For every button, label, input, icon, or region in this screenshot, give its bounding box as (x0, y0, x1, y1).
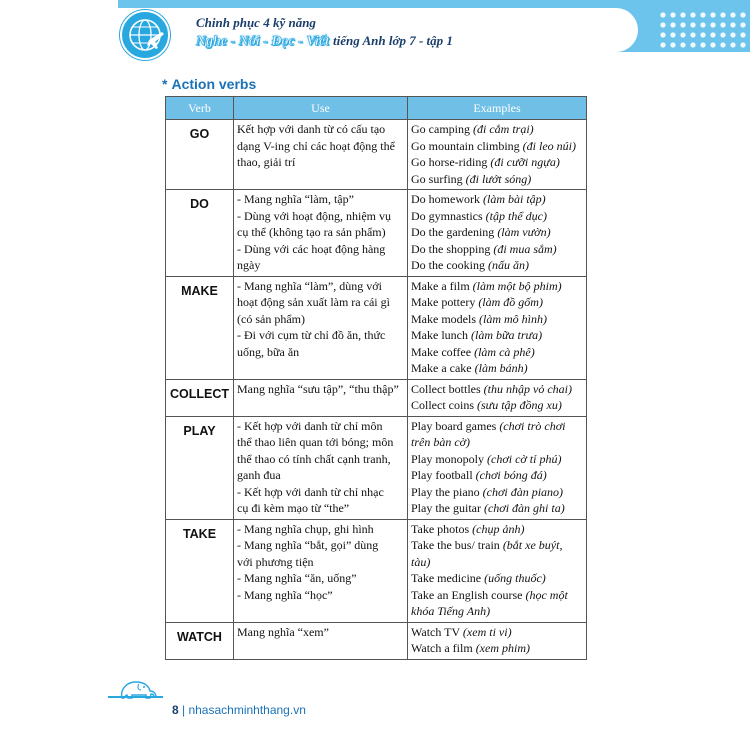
use-line: Kết hợp với danh từ có cấu tạo (237, 122, 386, 136)
example-text: Make a cake (411, 361, 475, 375)
use-line: - Mang nghĩa “làm”, dùng với (237, 278, 382, 293)
example-line (411, 624, 584, 641)
use-line: - Mang nghĩa “ăn, uống” (237, 571, 357, 585)
use-line: Mang nghĩa “xem” (237, 624, 329, 639)
table-header-row (166, 97, 587, 120)
example-translation: (làm cà phê) (474, 344, 535, 359)
example-line (411, 484, 584, 501)
example-translation: (đi lướt sóng) (465, 171, 532, 186)
header-series-title: Chinh phục 4 kỹ năng (196, 15, 316, 30)
example-translation: (bắt xe buýt, (502, 538, 563, 552)
example-translation: (làm bữa trưa) (470, 328, 543, 342)
example-line (411, 278, 584, 295)
example-text: Make a film (411, 278, 473, 293)
example-line (411, 121, 584, 138)
example-text: Do gymnastics (411, 208, 486, 223)
example-text: Go surfing (411, 171, 466, 186)
example-line (411, 434, 584, 451)
example-translation: (sưu tập đồng xu) (477, 398, 562, 412)
example-text: Do homework (411, 192, 483, 206)
table-row (166, 622, 587, 659)
use-line: dạng V-ing chỉ các hoạt động thể (237, 138, 395, 153)
use-line: - Kết hợp với danh từ chỉ môn (237, 418, 383, 433)
example-translation: (nấu ăn) (488, 258, 529, 272)
header-dot-pattern (658, 10, 748, 50)
examples-cell (408, 519, 587, 622)
example-line (411, 521, 584, 538)
action-verbs-table (165, 96, 587, 660)
verb-cell: DO (166, 190, 234, 277)
section-title-text: Action verbs (171, 76, 257, 92)
column-header-use: Use (234, 97, 408, 120)
example-text: Make coffee (411, 344, 475, 359)
use-line: - Mang nghĩa “làm, tập” (237, 192, 354, 206)
example-line (411, 241, 584, 258)
example-text: Play monopoly (411, 451, 488, 466)
example-line (411, 344, 584, 361)
example-text: Do the cooking (411, 258, 488, 272)
header-book-title: tiếng Anh lớp 7 - tập 1 (332, 33, 453, 48)
example-line (411, 138, 584, 155)
example-text: Watch TV (411, 624, 463, 639)
example-translation: (làm bánh) (474, 361, 528, 375)
example-text: Collect coins (411, 398, 477, 412)
example-text: Do the shopping (411, 241, 494, 256)
example-translation: (chơi bóng đá) (475, 468, 547, 482)
example-line (411, 311, 584, 328)
use-line: thao, giải trí (237, 155, 296, 169)
table-row (166, 190, 587, 277)
example-line (411, 327, 584, 344)
example-line (411, 397, 584, 414)
use-line: cụ đi kèm mạo từ “the” (237, 501, 350, 515)
example-line (411, 537, 584, 554)
use-cell (234, 120, 408, 190)
website-link[interactable]: | nhasachminhthang.vn (182, 703, 306, 717)
examples-cell (408, 622, 587, 659)
example-text: Make pottery (411, 295, 479, 309)
example-text: Do the gardening (411, 225, 498, 239)
use-line: - Dùng với hoạt động, nhiệm vụ (237, 208, 391, 223)
column-header-verb: Verb (166, 97, 234, 120)
use-line: ganh đua (237, 468, 281, 482)
verb-cell: PLAY (166, 416, 234, 519)
example-text: Make models (411, 311, 479, 326)
example-translation: (chơi đàn ghi ta) (483, 501, 565, 515)
use-cell (234, 379, 408, 416)
example-text: Watch a film (411, 641, 476, 655)
example-translation: (thu nhập vỏ chai) (483, 381, 572, 396)
example-text: Play board games (411, 418, 500, 433)
verb-cell: COLLECT (166, 379, 234, 416)
use-line: thể thao có tính chất cạnh tranh, (237, 451, 391, 466)
example-line (411, 360, 584, 377)
table-row (166, 519, 587, 622)
example-line (411, 224, 584, 241)
asterisk-icon: * (162, 76, 168, 92)
table-row (166, 120, 587, 190)
table-row (166, 379, 587, 416)
use-cell (234, 519, 408, 622)
use-cell (234, 416, 408, 519)
example-translation: (làm vườn) (497, 225, 551, 239)
example-text: Play the piano (411, 484, 483, 499)
use-line: - Mang nghĩa “học” (237, 587, 333, 602)
example-translation: (chơi đàn piano) (482, 484, 564, 499)
use-line: cụ thể (không tạo ra sản phẩm) (237, 225, 386, 239)
example-translation: (làm một bộ phim) (472, 278, 562, 293)
verb-cell: MAKE (166, 276, 234, 379)
example-line (411, 570, 584, 587)
example-text: Make lunch (411, 328, 471, 342)
use-line: với phương tiện (237, 554, 314, 569)
example-text: Collect bottles (411, 381, 484, 396)
example-translation: (chụp ảnh) (472, 521, 525, 536)
example-line (411, 257, 584, 274)
example-line (411, 381, 584, 398)
use-line: thể thao liên quan tới bóng; môn (237, 435, 394, 449)
example-line (411, 208, 584, 225)
example-translation: (uống thuốc) (484, 571, 546, 585)
globe-airplane-icon (120, 10, 170, 60)
footer-rule (108, 696, 163, 698)
example-line (411, 603, 584, 620)
example-text: Play football (411, 468, 476, 482)
use-line: - Kết hợp với danh từ chỉ nhạc (237, 484, 384, 499)
page-header (118, 0, 750, 62)
example-translation: (tập thể dục) (485, 208, 547, 223)
use-line: Mang nghĩa “sưu tập”, “thu thập” (237, 381, 399, 396)
examples-cell (408, 379, 587, 416)
use-line: uống, bữa ăn (237, 344, 300, 359)
table-row (166, 416, 587, 519)
example-translation: (đi mua sắm) (493, 241, 557, 256)
example-text: Take an English course (411, 587, 526, 602)
table-row (166, 276, 587, 379)
example-translation: (làm đồ gốm) (478, 295, 543, 309)
example-translation: (làm mô hình) (479, 311, 547, 326)
example-line (411, 500, 584, 517)
use-line: hoạt động sản xuất làm ra cái gì (237, 295, 390, 309)
example-translation: (đi leo núi) (522, 138, 576, 153)
example-line (411, 418, 584, 435)
example-line (411, 640, 584, 657)
example-translation: khóa Tiếng Anh) (411, 604, 491, 618)
example-translation: (xem ti vi) (462, 624, 512, 639)
examples-cell (408, 190, 587, 277)
elephant-icon (116, 676, 162, 702)
page-number: 8 (172, 703, 179, 717)
example-translation: (làm bài tập) (483, 192, 546, 206)
use-line: ngày (237, 258, 261, 272)
verb-cell: TAKE (166, 519, 234, 622)
example-translation: (chơi trò chơi (499, 418, 566, 433)
example-translation: tàu) (411, 554, 431, 569)
example-text: Go mountain climbing (411, 138, 523, 153)
use-line: - Mang nghĩa chụp, ghi hình (237, 521, 374, 536)
column-header-examples: Examples (408, 97, 587, 120)
example-translation: (đi cắm trại) (473, 122, 534, 136)
examples-cell (408, 276, 587, 379)
example-line (411, 294, 584, 311)
example-line (411, 171, 584, 188)
example-translation: (đi cưỡi ngựa) (490, 155, 560, 169)
example-text: Take photos (411, 521, 473, 536)
example-text: Take medicine (411, 571, 485, 585)
example-translation: trên bàn cờ) (411, 435, 471, 449)
use-line: - Mang nghĩa “bắt, gọi” dùng (237, 538, 379, 552)
example-line (411, 467, 584, 484)
example-line (411, 554, 584, 571)
use-line: - Đi với cụm từ chỉ đồ ăn, thức (237, 328, 386, 342)
example-text: Go camping (411, 122, 473, 136)
example-text: Go horse-riding (411, 155, 491, 169)
verb-cell: GO (166, 120, 234, 190)
example-text: Take the bus/ train (411, 538, 503, 552)
use-cell (234, 276, 408, 379)
use-cell (234, 190, 408, 277)
example-line (411, 587, 584, 604)
example-translation: (chơi cờ tỉ phú) (487, 451, 562, 466)
use-line: - Dùng với các hoạt động hàng (237, 241, 386, 256)
header-subtitle (196, 33, 453, 50)
verb-cell: WATCH (166, 622, 234, 659)
use-cell (234, 622, 408, 659)
examples-cell (408, 120, 587, 190)
example-line (411, 451, 584, 468)
use-line: (có sản phẩm) (237, 311, 305, 326)
header-skills: Nghe - Nói - Đọc - Viết (196, 34, 329, 49)
example-text: Play the guitar (411, 501, 484, 515)
section-title (162, 76, 256, 92)
examples-cell (408, 416, 587, 519)
example-line (411, 154, 584, 171)
example-translation: (xem phim) (475, 641, 530, 655)
example-translation: (học một (525, 587, 568, 602)
example-line (411, 191, 584, 208)
